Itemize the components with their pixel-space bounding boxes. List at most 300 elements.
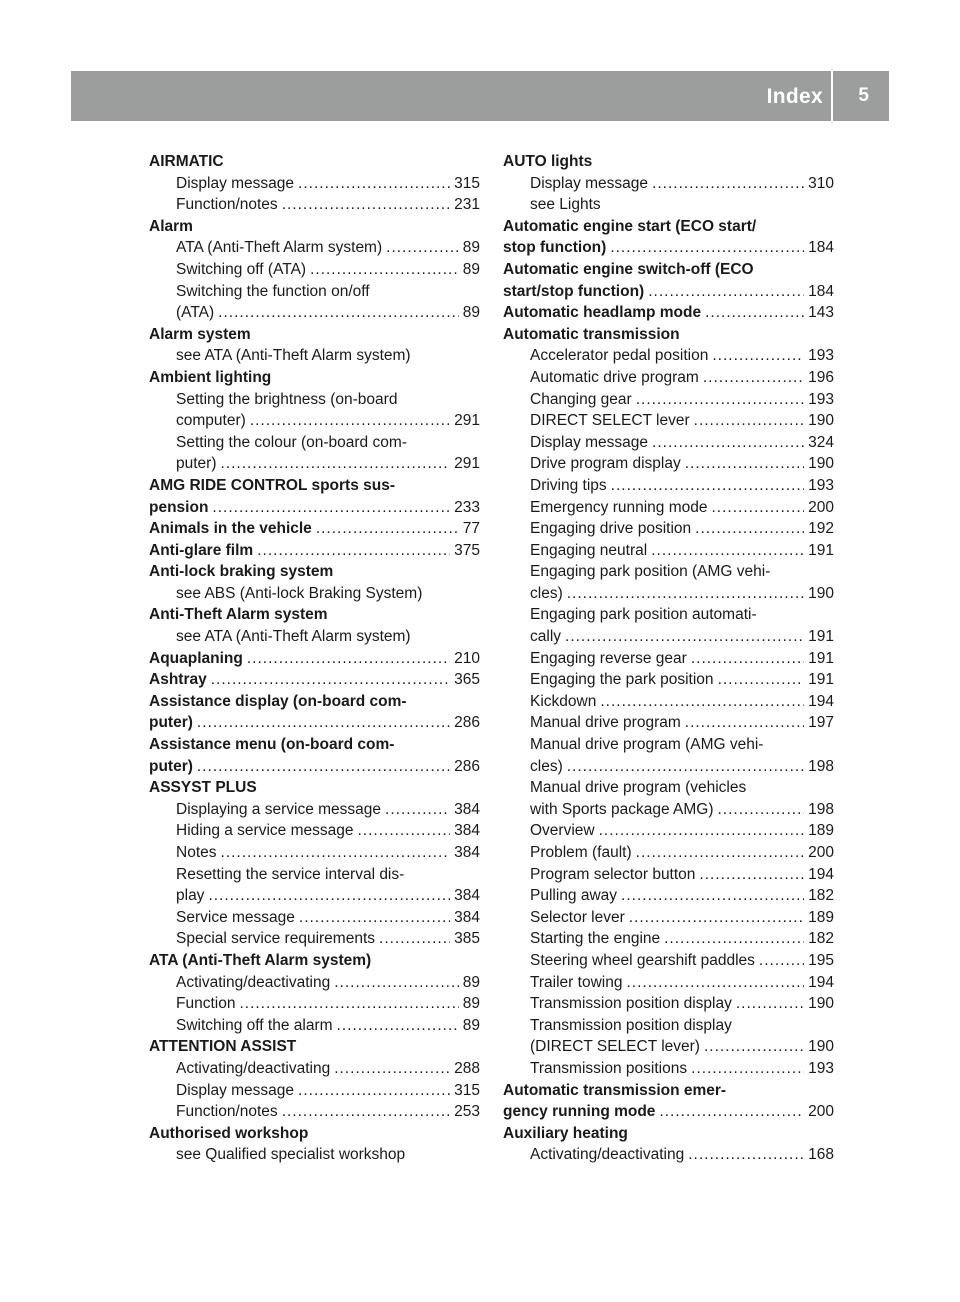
index-subentry — [149, 993, 480, 1015]
dot-leader — [611, 475, 804, 497]
entry-text: Display message — [530, 433, 649, 451]
entry-text: see Lights — [530, 196, 601, 214]
index-subentry — [503, 885, 834, 907]
index-subentry — [503, 561, 834, 583]
dot-leader — [221, 453, 451, 475]
entry-text: Assistance menu (on-board com- — [149, 736, 395, 754]
page-reference: 384 — [454, 822, 480, 840]
index-entry-heading — [149, 604, 480, 626]
entry-text: ATTENTION ASSIST — [149, 1038, 297, 1056]
index-entry-heading — [503, 216, 834, 238]
entry-text: Display message — [176, 1081, 295, 1099]
page-reference: 189 — [808, 822, 834, 840]
entry-text: Automatic drive program — [530, 368, 699, 386]
page-reference: 194 — [808, 865, 834, 883]
page-reference: 200 — [808, 844, 834, 861]
page-reference: 200 — [808, 1103, 834, 1121]
page-reference: 89 — [462, 304, 480, 322]
dot-leader — [652, 432, 804, 454]
entry-text: Alarm system — [149, 325, 251, 343]
index-subentry — [149, 864, 480, 886]
entry-text: Display message — [176, 174, 295, 192]
entry-text: Kickdown — [530, 692, 597, 710]
entry-text: Starting the engine — [530, 930, 661, 948]
dot-leader — [621, 885, 804, 907]
entry-text: with Sports package AMG) — [530, 800, 714, 818]
page-reference: 193 — [808, 476, 834, 494]
index-subentry — [503, 626, 834, 648]
dot-leader — [610, 237, 804, 259]
index-subentry — [149, 173, 480, 195]
index-entry-heading — [149, 497, 480, 519]
page-reference: 182 — [808, 930, 834, 948]
entry-text: Automatic transmission — [503, 325, 680, 343]
page-reference: 184 — [808, 239, 834, 257]
index-subentry — [503, 1058, 834, 1080]
entry-text: puter) — [149, 757, 193, 775]
dot-leader — [652, 173, 804, 195]
index-subentry — [149, 842, 480, 864]
dot-leader — [691, 1058, 804, 1080]
dot-leader — [694, 410, 804, 432]
page-reference: 89 — [462, 239, 480, 257]
page-reference: 198 — [808, 757, 834, 775]
index-subentry — [503, 518, 834, 540]
index-entry-heading — [149, 691, 480, 713]
index-subentry — [503, 648, 834, 670]
index-subentry — [503, 497, 834, 519]
page-reference: 253 — [454, 1103, 480, 1121]
entry-text: AMG RIDE CONTROL sports sus- — [149, 476, 396, 494]
dot-leader — [691, 648, 804, 670]
index-subentry — [149, 626, 480, 648]
page-reference: 200 — [808, 498, 834, 516]
index-subentry — [503, 799, 834, 821]
entry-text: Animals in the vehicle — [149, 520, 312, 538]
index-subentry — [503, 432, 834, 454]
dot-leader — [599, 820, 805, 842]
entry-text: gency running mode — [503, 1103, 656, 1121]
dot-leader — [629, 907, 804, 929]
index-subentry — [149, 1058, 480, 1080]
dot-leader — [257, 540, 450, 562]
entry-text: Transmission position display — [530, 1016, 732, 1034]
page-reference: 196 — [808, 368, 834, 386]
entry-text: Service message — [176, 908, 295, 926]
entry-text: Automatic engine switch-off (ECO — [503, 260, 754, 278]
dot-leader — [664, 928, 804, 950]
index-entry-heading — [503, 1101, 834, 1123]
page-reference: 288 — [454, 1059, 480, 1077]
index-subentry — [503, 410, 834, 432]
entry-text: Function/notes — [176, 1103, 278, 1121]
dot-leader — [298, 1080, 450, 1102]
index-entry-heading — [149, 669, 480, 691]
index-entry-heading — [503, 324, 834, 346]
dot-leader — [705, 302, 804, 324]
page-reference: 89 — [462, 995, 480, 1013]
page-reference: 191 — [808, 628, 834, 646]
page-reference: 365 — [454, 671, 480, 689]
entry-text: cles) — [530, 757, 563, 775]
entry-text: Pulling away — [530, 887, 618, 905]
index-subentry — [503, 194, 834, 216]
dot-leader — [685, 453, 804, 475]
dot-leader — [337, 1015, 459, 1037]
entry-text: Manual drive program (vehicles — [530, 779, 747, 797]
index-subentry — [503, 1015, 834, 1037]
dot-leader — [299, 907, 450, 929]
dot-leader — [310, 259, 459, 281]
page-reference: 77 — [462, 520, 480, 538]
index-subentry — [149, 259, 480, 281]
dot-leader — [357, 820, 450, 842]
page-reference: 143 — [808, 304, 834, 322]
entry-text: Activating/deactivating — [176, 1059, 331, 1077]
index-subentry — [149, 453, 480, 475]
page-reference: 286 — [454, 757, 480, 775]
index-entry-heading — [149, 518, 480, 540]
index-subentry — [149, 432, 480, 454]
index-subentry — [149, 885, 480, 907]
entry-text: Overview — [530, 822, 595, 840]
entry-text: Switching off the alarm — [176, 1016, 333, 1034]
index-subentry — [503, 691, 834, 713]
header-divider — [831, 71, 833, 121]
index-subentry — [149, 583, 480, 605]
index-column-right — [503, 151, 834, 1166]
dot-leader — [334, 1058, 450, 1080]
entry-text: cally — [530, 628, 562, 646]
index-subentry — [149, 1015, 480, 1037]
index-entry-heading — [149, 367, 480, 389]
page-reference: 190 — [808, 1038, 834, 1056]
dot-leader — [211, 669, 450, 691]
dot-leader — [685, 712, 804, 734]
page-reference: 310 — [808, 174, 834, 192]
entry-text: Automatic transmission emer- — [503, 1081, 727, 1099]
dot-leader — [282, 194, 450, 216]
entry-text: Display message — [530, 174, 649, 192]
page-reference: 197 — [808, 714, 834, 732]
entry-text: Special service requirements — [176, 930, 376, 948]
page-reference: 315 — [454, 1081, 480, 1099]
index-entry-heading — [149, 756, 480, 778]
entry-text: Selector lever — [530, 908, 625, 926]
dot-leader — [704, 1036, 804, 1058]
index-subentry — [149, 302, 480, 324]
entry-text: Transmission position display — [530, 995, 732, 1013]
dot-leader — [208, 885, 450, 907]
dot-leader — [600, 691, 804, 713]
page-reference: 195 — [808, 951, 834, 969]
entry-text: pension — [149, 498, 209, 516]
dot-leader — [197, 712, 450, 734]
page-reference: 89 — [462, 1016, 480, 1034]
page-reference: 191 — [808, 649, 834, 667]
index-subentry — [149, 1080, 480, 1102]
dot-leader — [386, 237, 459, 259]
page-reference: 198 — [808, 800, 834, 818]
entry-text: Drive program display — [530, 455, 681, 473]
dot-leader — [385, 799, 450, 821]
page-reference: 384 — [454, 908, 480, 926]
dot-leader — [636, 389, 804, 411]
page-reference: 210 — [454, 649, 480, 667]
index-subentry — [503, 345, 834, 367]
entry-text: Problem (fault) — [530, 844, 632, 861]
entry-text: Authorised workshop — [149, 1124, 309, 1142]
index-subentry — [149, 345, 480, 367]
index-subentry — [149, 799, 480, 821]
dot-leader — [718, 669, 805, 691]
dot-leader — [221, 842, 451, 864]
entry-text: play — [176, 887, 205, 905]
dot-leader — [212, 497, 450, 519]
index-entry-heading — [149, 475, 480, 497]
index-subentry — [503, 777, 834, 799]
header-bar — [71, 71, 889, 121]
dot-leader — [567, 583, 804, 605]
index-entry-heading — [503, 1123, 834, 1145]
page-reference: 192 — [808, 520, 834, 538]
entry-text: Alarm — [149, 217, 193, 235]
page-reference: 384 — [454, 887, 480, 905]
dot-leader — [695, 518, 804, 540]
entry-text: Changing gear — [530, 390, 632, 408]
entry-text: (ATA) — [176, 304, 215, 322]
index-subentry — [503, 993, 834, 1015]
entry-text: Auxiliary heating — [503, 1124, 628, 1142]
page-reference: 315 — [454, 174, 480, 192]
index-subentry — [503, 669, 834, 691]
entry-text: Anti-Theft Alarm system — [149, 606, 328, 624]
page-reference: 168 — [808, 1146, 834, 1164]
index-subentry — [503, 864, 834, 886]
page-reference: 324 — [808, 433, 834, 451]
page-reference: 191 — [808, 541, 834, 559]
page-number: 5 — [858, 85, 869, 106]
entry-text: Engaging the park position — [530, 671, 714, 689]
page-reference: 89 — [462, 260, 480, 278]
index-entry-heading — [503, 1080, 834, 1102]
entry-text: DIRECT SELECT lever — [530, 412, 690, 430]
entry-text: Resetting the service interval dis- — [176, 865, 405, 883]
dot-leader — [712, 497, 805, 519]
entry-text: Automatic headlamp mode — [503, 304, 702, 322]
page-reference: 384 — [454, 844, 480, 861]
entry-text: Steering wheel gearshift paddles — [530, 951, 755, 969]
page-reference: 190 — [808, 995, 834, 1013]
entry-text: Manual drive program (AMG vehi- — [530, 736, 764, 754]
dot-leader — [565, 626, 804, 648]
index-subentry — [503, 972, 834, 994]
index-entry-heading — [149, 648, 480, 670]
index-subentry — [149, 928, 480, 950]
entry-text: ASSYST PLUS — [149, 779, 257, 797]
entry-text: Engaging park position (AMG vehi- — [530, 563, 771, 581]
page-reference: 291 — [454, 412, 480, 430]
index-entry-heading — [149, 712, 480, 734]
index-entry-heading — [149, 561, 480, 583]
entry-text: stop function) — [503, 239, 607, 257]
index-subentry — [503, 453, 834, 475]
index-entry-heading — [503, 151, 834, 173]
page-reference: 191 — [808, 671, 834, 689]
dot-leader — [250, 410, 450, 432]
entry-text: Aquaplaning — [149, 649, 243, 667]
page-reference: 190 — [808, 584, 834, 602]
index-entry-heading — [149, 734, 480, 756]
entry-text: Activating/deactivating — [176, 973, 331, 991]
index-subentry — [503, 540, 834, 562]
dot-leader — [659, 1101, 804, 1123]
index-subentry — [149, 907, 480, 929]
index-subentry — [503, 820, 834, 842]
index-subentry — [503, 367, 834, 389]
index-subentry — [503, 475, 834, 497]
page-reference: 231 — [454, 196, 480, 214]
entry-text: Engaging neutral — [530, 541, 648, 559]
page-reference: 194 — [808, 692, 834, 710]
entry-text: Setting the colour (on-board com- — [176, 433, 407, 451]
entry-text: Automatic engine start (ECO start/ — [503, 217, 757, 235]
index-subentry — [503, 1144, 834, 1166]
dot-leader — [626, 972, 804, 994]
entry-text: see ABS (Anti-lock Braking System) — [176, 584, 423, 602]
page-reference: 89 — [462, 973, 480, 991]
page-reference: 233 — [454, 498, 480, 516]
entry-text: Anti-glare film — [149, 541, 254, 559]
entry-text: Engaging drive position — [530, 520, 692, 538]
index-subentry — [503, 173, 834, 195]
index-subentry — [503, 756, 834, 778]
index-subentry — [503, 604, 834, 626]
entry-text: Driving tips — [530, 476, 607, 494]
index-entry-heading — [503, 302, 834, 324]
page-reference: 193 — [808, 347, 834, 365]
entry-text: cles) — [530, 584, 563, 602]
entry-text: Switching off (ATA) — [176, 260, 307, 278]
entry-text: Function — [176, 995, 236, 1013]
entry-text: Activating/deactivating — [530, 1146, 685, 1164]
index-subentry — [503, 734, 834, 756]
entry-text: Trailer towing — [530, 973, 623, 991]
entry-text: Program selector button — [530, 865, 696, 883]
entry-text: Accelerator pedal position — [530, 347, 709, 365]
dot-leader — [567, 756, 804, 778]
dot-leader — [703, 367, 804, 389]
entry-text: AUTO lights — [503, 153, 593, 170]
entry-text: Emergency running mode — [530, 498, 708, 516]
entry-text: Engaging reverse gear — [530, 649, 687, 667]
entry-text: ATA (Anti-Theft Alarm system) — [176, 239, 383, 257]
section-title: Index — [766, 85, 823, 108]
entry-text: Notes — [176, 844, 217, 861]
entry-text: see ATA (Anti-Theft Alarm system) — [176, 628, 411, 646]
index-entry-heading — [149, 540, 480, 562]
index-subentry — [149, 1144, 480, 1166]
index-subentry — [503, 950, 834, 972]
page-reference: 385 — [454, 930, 480, 948]
index-entry-heading — [149, 777, 480, 799]
entry-text: puter) — [176, 455, 217, 473]
index-subentry — [149, 410, 480, 432]
index-subentry — [503, 842, 834, 864]
page-reference: 286 — [454, 714, 480, 732]
dot-leader — [718, 799, 805, 821]
index-subentry — [503, 1036, 834, 1058]
index-entry-heading — [503, 281, 834, 303]
page-reference: 190 — [808, 455, 834, 473]
index-subentry — [149, 820, 480, 842]
entry-text: AIRMATIC — [149, 153, 224, 170]
entry-text: start/stop function) — [503, 282, 645, 300]
page-reference: 194 — [808, 973, 834, 991]
page-reference: 182 — [808, 887, 834, 905]
entry-text: Anti-lock braking system — [149, 563, 334, 581]
entry-text: Function/notes — [176, 196, 278, 214]
entry-text: Ambient lighting — [149, 368, 272, 386]
entry-text: Transmission positions — [530, 1059, 688, 1077]
dot-leader — [316, 518, 459, 540]
page-reference: 190 — [808, 412, 834, 430]
entry-text: Manual drive program — [530, 714, 681, 732]
index-subentry — [149, 194, 480, 216]
index-entry-heading — [149, 151, 480, 173]
index-subentry — [503, 389, 834, 411]
index-entry-heading — [503, 259, 834, 281]
entry-text: ATA (Anti-Theft Alarm system) — [149, 951, 372, 969]
dot-leader — [298, 173, 450, 195]
entry-text: Setting the brightness (on-board — [176, 390, 398, 408]
index-entry-heading — [149, 216, 480, 238]
page-reference: 375 — [454, 541, 480, 559]
dot-leader — [197, 756, 450, 778]
page-reference: 193 — [808, 1059, 834, 1077]
index-subentry — [149, 281, 480, 303]
dot-leader — [759, 950, 804, 972]
index-subentry — [149, 972, 480, 994]
index-subentry — [149, 1101, 480, 1123]
entry-text: Displaying a service message — [176, 800, 382, 818]
index-subentry — [149, 237, 480, 259]
dot-leader — [699, 864, 804, 886]
index-subentry — [503, 928, 834, 950]
dot-leader — [247, 648, 450, 670]
index-entry-heading — [149, 1123, 480, 1145]
dot-leader — [688, 1144, 804, 1166]
dot-leader — [736, 993, 804, 1015]
index-entry-heading — [149, 324, 480, 346]
entry-text: puter) — [149, 714, 193, 732]
entry-text: Switching the function on/off — [176, 282, 370, 300]
entry-text: Engaging park position automati- — [530, 606, 757, 624]
entry-text: see Qualified specialist workshop — [176, 1146, 406, 1164]
dot-leader — [379, 928, 450, 950]
index-column-left — [149, 151, 480, 1166]
entry-text: Ashtray — [149, 671, 207, 689]
entry-text: Assistance display (on-board com- — [149, 692, 407, 710]
dot-leader — [282, 1101, 450, 1123]
dot-leader — [239, 993, 458, 1015]
index-entry-heading — [149, 950, 480, 972]
entry-text: see ATA (Anti-Theft Alarm system) — [176, 347, 411, 365]
entry-text: computer) — [176, 412, 246, 430]
page-reference: 384 — [454, 800, 480, 818]
dot-leader — [712, 345, 804, 367]
dot-leader — [651, 540, 804, 562]
